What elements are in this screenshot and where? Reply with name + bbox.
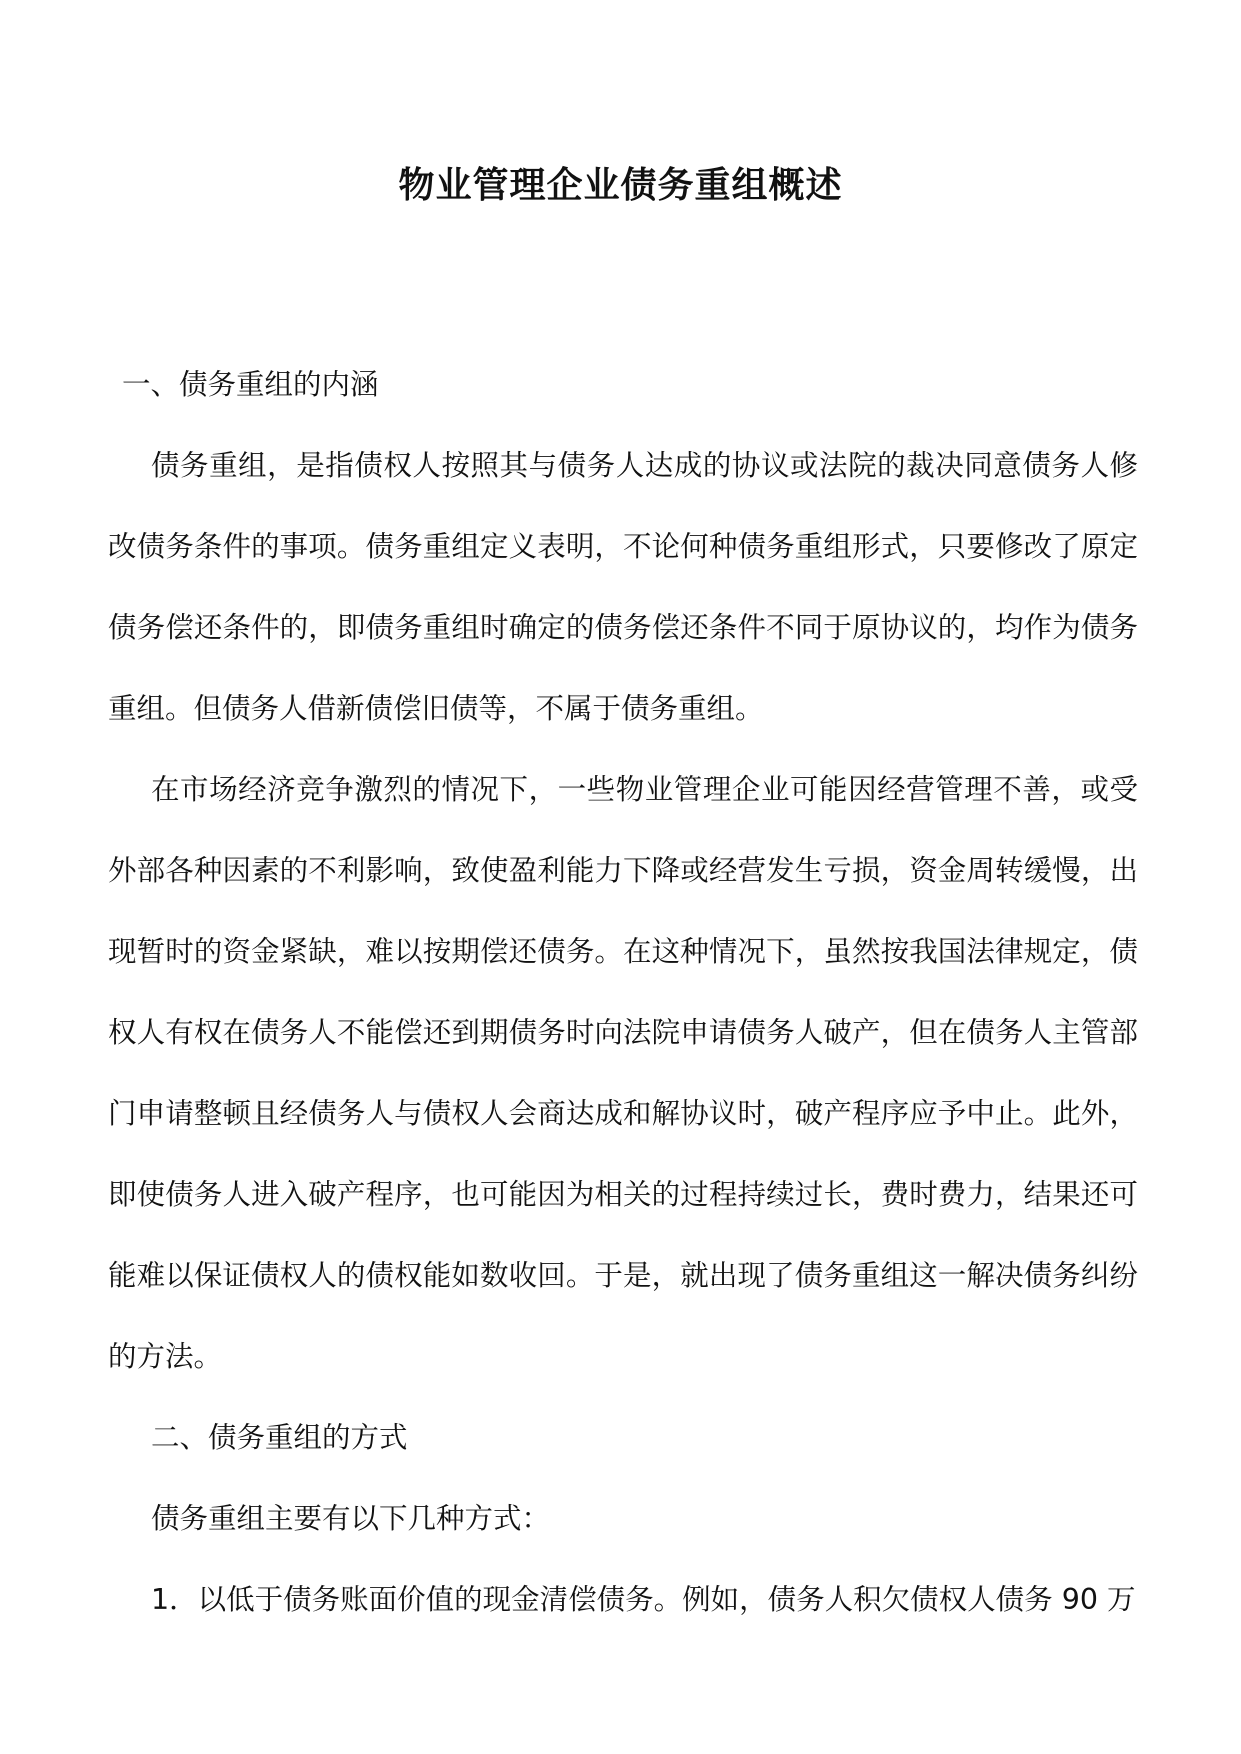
paragraph-3: 债务重组主要有以下几种方式： <box>151 1502 551 1535</box>
list-item-1: 1．以低于债务账面价值的现金清偿债务。例如，债务人积欠债权人债务 90 万 <box>151 1583 1136 1616</box>
paragraph-2: 在市场经济竞争激烈的情况下，一些物业管理企业可能因经营管理不善，或受外部各种因素的不利影响，致使盈利能力下降或经营发生亏损，资金周转缓慢，出现暂时的资金紧缺，难以按期偿还债务。在这种情况下，虽然按我国法律规定，债权人有权在债务人不能偿还到期债务时向法院申请债务人破产，但在债务人主管部门申请整顿且经债务人与债权人会商达成和解协议时，破产程序应予中止。此外，即使债务人进入破产程序，也可能因为相关的过程持续过长，费时费力，结果还可能难以保证债权人的债权能如数收回。于是，就出现了债务重组这一解决债务纠纷的方法。 <box>108 773 1138 1373</box>
section-heading-2: 二、债务重组的方式 <box>151 1421 408 1454</box>
paragraph-1: 债务重组，是指债权人按照其与债务人达成的协议或法院的裁决同意债务人修改债务条件的事项。债务重组定义表明，不论何种债务重组形式，只要修改了原定债务偿还条件的，即债务重组时确定的债务偿还条件不同于原协议的，均作为债务重组。但债务人借新债偿旧债等，不属于债务重组。 <box>108 449 1138 725</box>
document-title: 物业管理企业债务重组概述 <box>398 164 843 206</box>
document-body <box>108 344 1138 1640</box>
section-heading-1: 一、债务重组的内涵 <box>122 368 379 401</box>
